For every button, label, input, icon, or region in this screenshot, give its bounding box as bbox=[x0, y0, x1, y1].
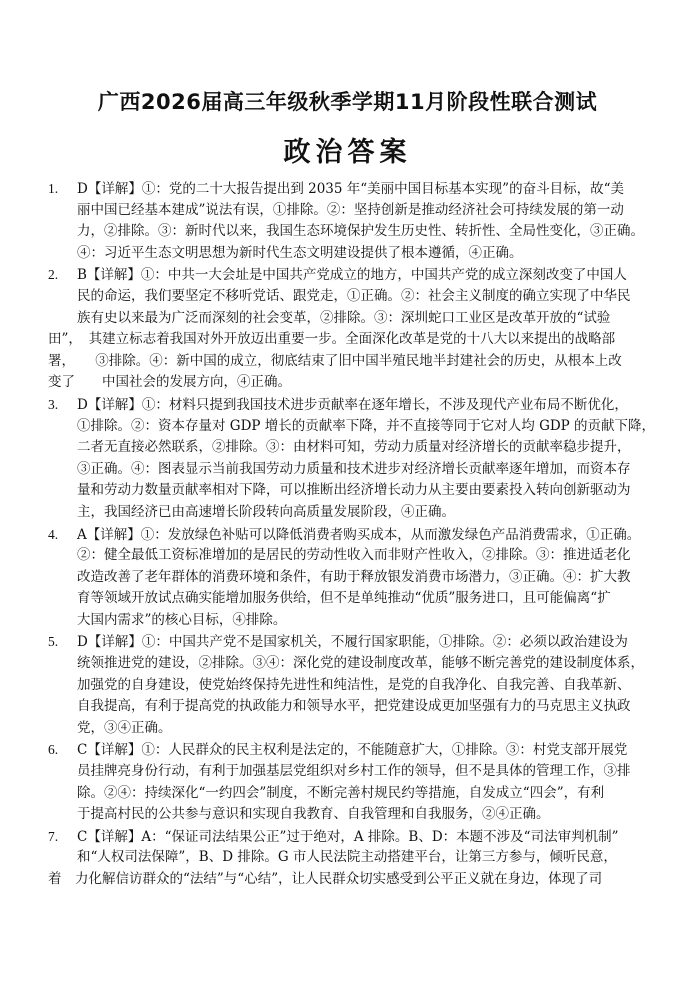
answer-text: D【详解】①：中国共产党不是国家机关，不履行国家职能，①排除。②：必须以政治建设为 bbox=[77, 634, 628, 651]
answer-text: ①排除。②：资本存量对 GDP 增长的贡献率下降，并不直接等同于它对人均 GDP 的贡献下降， bbox=[77, 417, 655, 434]
answer-line bbox=[48, 545, 655, 567]
answer-line bbox=[48, 394, 655, 416]
answer-line bbox=[48, 783, 655, 805]
answer-text: 育等领域开放试点确实能增加服务供给，但不是单纯推动“优质”服务进口，且可能偏离“扩 bbox=[77, 590, 611, 607]
answer-item-5 bbox=[48, 631, 655, 739]
answer-line bbox=[48, 329, 655, 351]
answer-line bbox=[48, 739, 655, 761]
answer-text: 除。②④：持续深化“一约四会”制度，不断完善村规民约等措施，自发成立“四会”，有利 bbox=[77, 784, 605, 801]
answer-line bbox=[48, 567, 655, 589]
answer-number: 2. bbox=[48, 267, 59, 283]
answer-text: 改造改善了老年群体的消费环境和条件，有助于释放银发消费市场潜力，③正确。④：扩大教 bbox=[77, 568, 631, 585]
answer-text: 力，②排除。③：新时代以来，我国生态环境保护发生历史性、转折性、全局性变化，③正确。 bbox=[77, 223, 644, 240]
answer-item-7 bbox=[48, 826, 655, 891]
answer-list bbox=[48, 178, 655, 891]
answer-item-6 bbox=[48, 739, 655, 825]
answer-text: 丽中国已经基本建成”说法有误，①排除。②：坚持创新是推动经济社会可持续发展的第一动 bbox=[77, 201, 624, 218]
answer-line bbox=[48, 416, 655, 438]
answer-text: A【详解】①：发放绿色补贴可以降低消费者购买成本，从而激发绿色产品消费需求，①正确。 bbox=[77, 526, 641, 543]
answer-line bbox=[48, 243, 655, 265]
answer-line bbox=[48, 264, 655, 286]
answer-text: 于提高村民的公共参与意识和实现自我教育、自我管理和自我服务，②④正确。 bbox=[77, 806, 550, 823]
answer-line bbox=[48, 696, 655, 718]
answer-line bbox=[48, 351, 655, 373]
answer-number: 1. bbox=[48, 181, 59, 196]
answer-text: 员挂牌亮身份行动，有利于加强基层党组织对乡村工作的领导，但不是具体的管理工作，③排 bbox=[77, 763, 631, 780]
answer-text: ②：健全最低工资标准增加的是居民的劳动性收入而非财产性收入，②排除。③：推进适老化 bbox=[77, 547, 631, 564]
answer-line bbox=[48, 610, 655, 632]
answer-number: 7. bbox=[48, 828, 59, 844]
answer-line bbox=[48, 178, 655, 200]
answer-line bbox=[48, 221, 655, 243]
answer-text: D【详解】①：材料只提到我国技术进步贡献率在逐年增长，不涉及现代产业布局不断优化， bbox=[77, 396, 628, 413]
answer-line bbox=[48, 653, 655, 675]
answer-line bbox=[48, 826, 655, 848]
answer-number: 4. bbox=[48, 526, 59, 542]
answer-text: 加强党的自身建设，使党始终保持先进性和纯洁性，是党的自我净化、自我完善、自我革新、 bbox=[77, 676, 631, 693]
answer-text: 和“人权司法保障”，B、D 排除。G 市人民法院主动搭建平台，让第三方参与，倾听民意， bbox=[77, 849, 617, 866]
answer-item-2 bbox=[48, 264, 655, 394]
answer-text: ④：习近平生态文明思想为新时代生态文明建设提供了根本遵循，④正确。 bbox=[77, 244, 523, 261]
answer-number: 6. bbox=[48, 742, 59, 758]
document-title: 广西2026届高三年级秋季学期11月阶段性联合测试 bbox=[97, 90, 598, 114]
answer-text: 田”， 其建立标志着我国对外开放迈出重要一步。全面深化改革是党的十八大以来提出的战略部 bbox=[48, 331, 616, 348]
answer-text: 主，我国经济已由高速增长阶段转向高质量发展阶段，④正确。 bbox=[77, 503, 455, 520]
answer-line bbox=[48, 308, 655, 330]
answer-text: 自我提高，有利于提高党的执政能力和领导水平，把党建设成更加坚强有力的马克思主义执政 bbox=[77, 698, 631, 715]
answer-line bbox=[48, 286, 655, 308]
answer-line bbox=[48, 459, 655, 481]
answer-text: B【详解】①：中共一大会址是中国共产党成立的地方，中国共产党的成立深刻改变了中国人 bbox=[77, 267, 627, 284]
answer-line bbox=[48, 200, 655, 222]
answer-line bbox=[48, 847, 655, 869]
answer-text: 二者无直接必然联系，②排除。③：由材料可知，劳动力质量对经济增长的贡献率稳步提升， bbox=[77, 439, 631, 456]
answer-text: 变了 中国社会的发展方向，④正确。 bbox=[48, 374, 291, 391]
answer-text: 族有史以来最为广泛而深刻的社会变革，②排除。③：深圳蛇口工业区是改革开放的“试验 bbox=[77, 309, 611, 326]
answer-line bbox=[48, 631, 655, 653]
answer-line bbox=[48, 675, 655, 697]
answer-text: D【详解】①：党的二十大报告提出到 2035 年“美丽中国目标基本实现”的奋斗目标，故“美 bbox=[77, 181, 624, 197]
answer-text: 民的命运，我们要坚定不移听党话、跟党走，①正确。②：社会主义制度的确立实现了中华民 bbox=[77, 287, 631, 304]
answer-text: 量和劳动力数量贡献率相对下降，可以推断出经济增长动力从主要由要素投入转向创新驱动为 bbox=[77, 482, 631, 499]
answer-line bbox=[48, 372, 655, 394]
answer-item-3 bbox=[48, 394, 655, 524]
answer-line bbox=[48, 588, 655, 610]
answer-text: C【详解】①：人民群众的民主权利是法定的，不能随意扩大，①排除。③：村党支部开展党 bbox=[77, 742, 628, 759]
answer-line bbox=[48, 437, 655, 459]
document-subtitle: 政治答案 bbox=[283, 137, 412, 168]
answer-text: C【详解】A：“保证司法结果公正”过于绝对，A 排除。B、D：本题不涉及“司法审判机制” bbox=[77, 828, 619, 845]
answer-text: 大国内需求”的核心目标，④排除。 bbox=[77, 611, 287, 628]
answer-number: 5. bbox=[48, 634, 59, 650]
answer-line bbox=[48, 502, 655, 524]
answer-item-4 bbox=[48, 524, 655, 632]
answer-line bbox=[48, 869, 655, 891]
answer-text: 着 力化解信访群众的“法结”与“心结”，让人民群众切实感受到公平正义就在身边，体现了司 bbox=[48, 871, 603, 887]
answer-line bbox=[48, 718, 655, 740]
answer-text: 统领推进党的建设，②排除。③④：深化党的建设制度改革，能够不断完善党的建设制度体系， bbox=[77, 655, 644, 672]
answer-line bbox=[48, 804, 655, 826]
answer-text: ③正确。④：图表显示当前我国劳动力质量和技术进步对经济增长贡献率逐年增加，而资本存 bbox=[77, 460, 631, 477]
answer-line bbox=[48, 524, 655, 546]
answer-text: 署， ③排除。④：新中国的成立，彻底结束了旧中国半殖民地半封建社会的历史，从根本上改 bbox=[48, 352, 622, 369]
answer-line bbox=[48, 480, 655, 502]
answer-number: 3. bbox=[48, 396, 59, 412]
answer-item-1 bbox=[48, 178, 655, 264]
answer-line bbox=[48, 761, 655, 783]
answer-text: 党，③④正确。 bbox=[77, 719, 172, 736]
